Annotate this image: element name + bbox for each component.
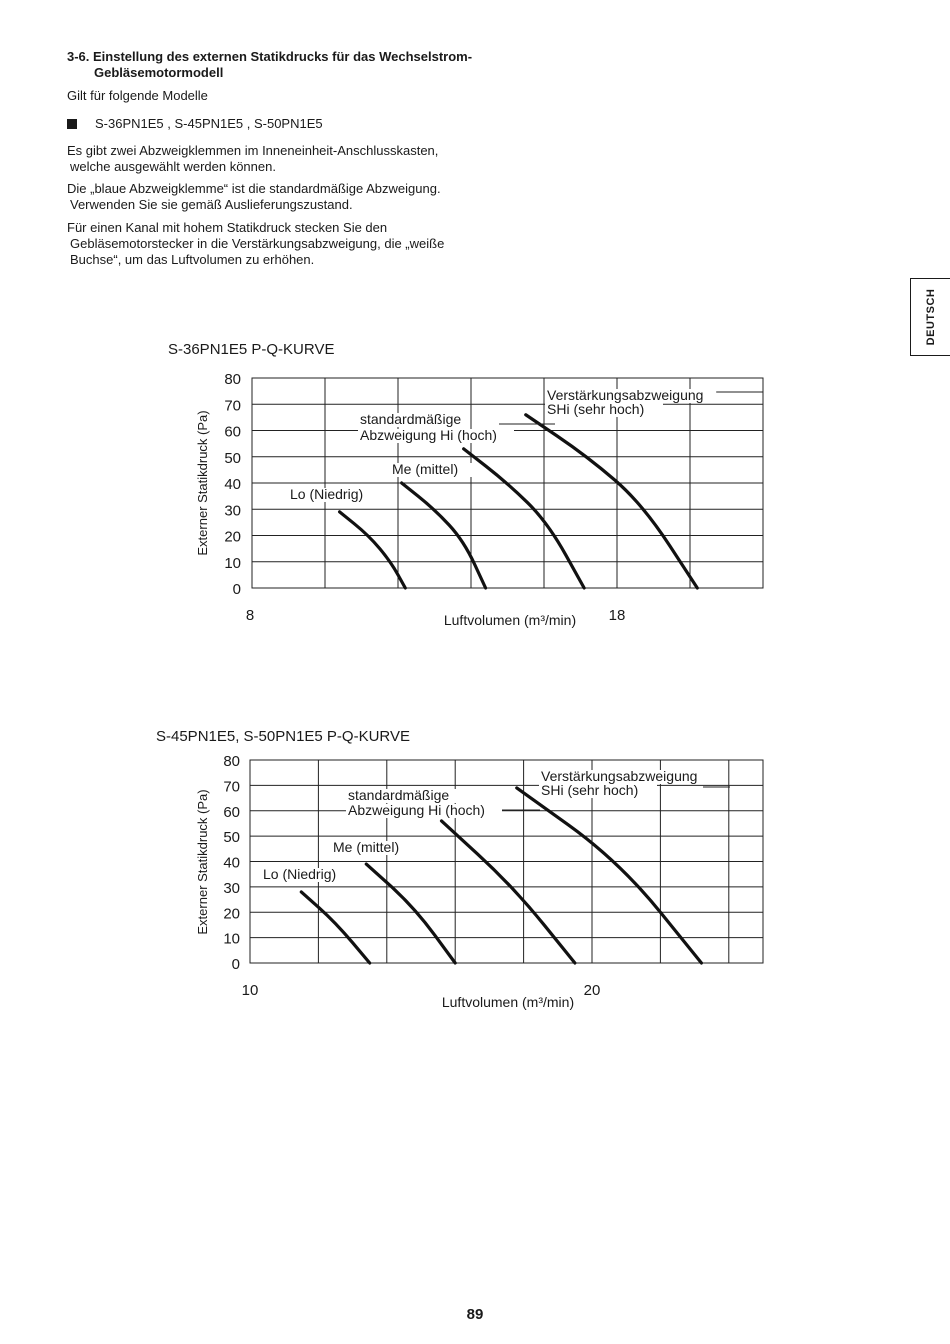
chart-2-y-axis-label: Externer Statikdruck (Pa) bbox=[195, 789, 210, 935]
chart-2-series-curve-3 bbox=[442, 821, 575, 963]
chart-1-series-label-2: Me (mittel) bbox=[392, 461, 459, 477]
chart-2-series-label-3: Abzweigung Hi (hoch) bbox=[348, 802, 485, 818]
page-number: 89 bbox=[466, 1306, 484, 1323]
paragraph-3-line2: Gebläsemotorstecker in die Verstärkungsabzweigung, die „weiße bbox=[70, 236, 445, 251]
chart-1-y-tick-label: 30 bbox=[224, 502, 241, 520]
chart-1-y-tick-label: 80 bbox=[224, 371, 241, 388]
chart-2-y-tick-label: 60 bbox=[223, 803, 240, 821]
chart-2-series-curve-1 bbox=[301, 892, 369, 963]
chart-1-y-tick-label: 40 bbox=[224, 476, 241, 493]
paragraph-2-line2: Verwenden Sie sie gemäß Auslieferungszustand. bbox=[70, 197, 353, 212]
chart-2-y-tick-label: 40 bbox=[223, 854, 240, 872]
chart-1-series-curve-1 bbox=[340, 512, 406, 588]
chart-2-x-tick-label: 10 bbox=[241, 982, 259, 999]
chart-1-y-tick-label: 0 bbox=[232, 581, 241, 598]
section-heading-line1: 3-6. Einstellung des externen Statikdrucks für das Wechselstrom- bbox=[67, 49, 473, 64]
chart-1-series-label-4: Verstärkungsabzweigung bbox=[547, 387, 704, 403]
paragraph-2-line1: Die „blaue Abzweigklemme“ ist die standardmäßige Abzweigung. bbox=[67, 181, 441, 196]
model-list-text: S-36PN1E5 , S-45PN1E5 , S-50PN1E5 bbox=[95, 116, 323, 131]
chart-2-y-tick-label: 50 bbox=[223, 829, 240, 847]
chart-2-series-label-3: standardmäßige bbox=[348, 787, 450, 803]
chart-2-series-label-1: Lo (Niedrig) bbox=[263, 866, 337, 882]
chart-1-y-tick-label: 70 bbox=[224, 397, 241, 415]
chart-1-x-tick-label: 8 bbox=[245, 607, 255, 624]
chart-1-series-label-1: Lo (Niedrig) bbox=[290, 486, 364, 502]
chart-2-y-tick-label: 30 bbox=[223, 879, 240, 897]
language-tab-label: DEUTSCH bbox=[925, 288, 937, 346]
paragraph-1-line2: welche ausgewählt werden können. bbox=[70, 159, 276, 174]
paragraph-3-line3: Buchse“, um das Luftvolumen zu erhöhen. bbox=[70, 252, 315, 267]
chart-2-series-label-2: Me (mittel) bbox=[333, 839, 400, 855]
chart-2-y-tick-label: 0 bbox=[231, 956, 240, 973]
chart-2-title: S-45PN1E5, S-50PN1E5 P-Q-KURVE bbox=[156, 728, 410, 745]
chart-1-series-label-3: Abzweigung Hi (hoch) bbox=[360, 427, 497, 443]
chart-2-series-curve-4 bbox=[517, 788, 702, 963]
chart-2-x-tick-label: 20 bbox=[583, 982, 601, 999]
chart-2-y-tick-label: 80 bbox=[223, 753, 240, 770]
paragraph-1-line1: Es gibt zwei Abzweigklemmen im Inneneinheit-Anschlusskasten, bbox=[67, 143, 439, 158]
chart-1-y-tick-label: 50 bbox=[224, 449, 241, 467]
intro-text: Gilt für folgende Modelle bbox=[67, 88, 208, 103]
chart-1-y-tick-label: 10 bbox=[224, 554, 241, 572]
chart-2-y-tick-label: 10 bbox=[223, 930, 240, 948]
chart-1-series-curve-3 bbox=[464, 449, 584, 588]
chart-1-series-label-3: standardmäßige bbox=[360, 411, 462, 427]
chart-2-series-label-4: Verstärkungsabzweigung bbox=[541, 768, 698, 784]
section-heading-line2: Gebläsemotormodell bbox=[94, 65, 224, 80]
chart-1-series-label-4: SHi (sehr hoch) bbox=[547, 401, 645, 417]
chart-1-x-axis-label: Luftvolumen (m³/min) bbox=[443, 612, 577, 628]
chart-1-y-tick-label: 20 bbox=[224, 528, 241, 546]
paragraph-3-line1: Für einen Kanal mit hohem Statikdruck stecken Sie den bbox=[67, 220, 388, 235]
chart-1-y-tick-label: 60 bbox=[224, 423, 241, 441]
chart-2-series-curve-2 bbox=[366, 864, 455, 963]
chart-2-series-label-4: SHi (sehr hoch) bbox=[541, 782, 639, 798]
chart-1-title: S-36PN1E5 P-Q-KURVE bbox=[168, 341, 335, 358]
chart-2-y-tick-label: 20 bbox=[223, 905, 240, 923]
chart-1-y-axis-label: Externer Statikdruck (Pa) bbox=[195, 410, 210, 556]
chart-2-x-axis-label: Luftvolumen (m³/min) bbox=[441, 994, 575, 1010]
chart-1-x-tick-label: 18 bbox=[608, 607, 626, 624]
chart-2-y-tick-label: 70 bbox=[223, 778, 240, 796]
